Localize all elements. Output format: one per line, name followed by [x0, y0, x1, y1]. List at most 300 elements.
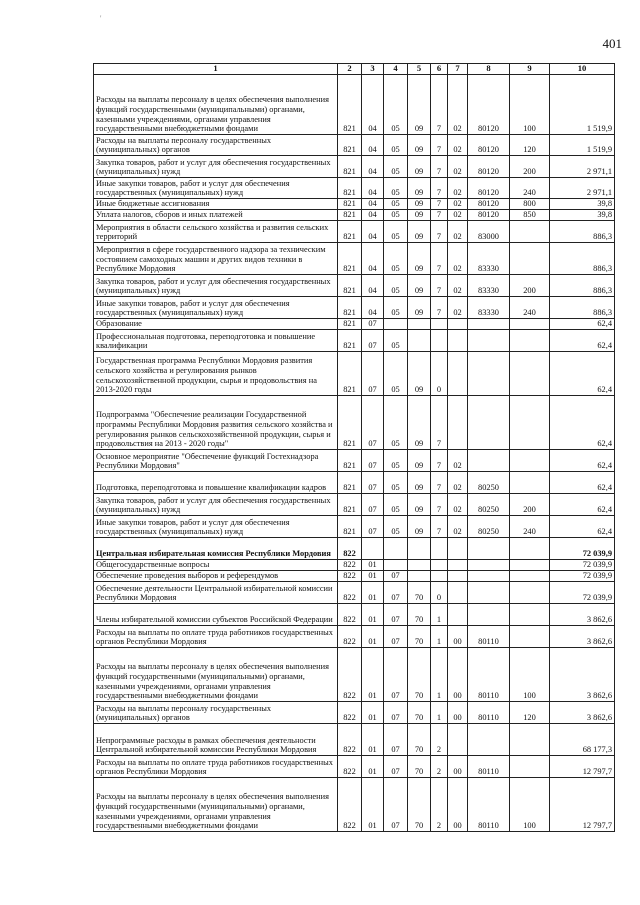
row-program	[408, 319, 431, 330]
row-ministry-code: 821	[338, 156, 362, 178]
row-program: 09	[408, 199, 431, 210]
row-direction: 80250	[468, 494, 510, 516]
row-section: 01	[362, 756, 384, 778]
row-expense-type	[510, 319, 550, 330]
row-direction: 80120	[468, 178, 510, 199]
row-subprogram: 7	[431, 297, 448, 319]
row-section: 01	[362, 571, 384, 582]
row-expense-type: 240	[510, 516, 550, 538]
row-program: 70	[408, 756, 431, 778]
row-description: Обеспечение деятельности Центральной избирательной комиссии Республики Мордовия	[94, 582, 338, 604]
row-direction: 80120	[468, 156, 510, 178]
column-header-7: 7	[448, 64, 468, 75]
row-description: Иные закупки товаров, работ и услуг для обеспечения государственных (муниципальных) нужд	[94, 297, 338, 319]
row-description: Расходы на выплаты персоналу государственных (муниципальных) органов	[94, 702, 338, 724]
row-subprogram: 7	[431, 135, 448, 156]
row-description: Профессиональная подготовка, переподготовка и повышение квалификации	[94, 330, 338, 352]
row-ministry-code: 821	[338, 210, 362, 221]
row-expense-type	[510, 352, 550, 396]
row-direction: 80110	[468, 626, 510, 648]
row-subprogram	[431, 319, 448, 330]
row-ministry-code: 822	[338, 571, 362, 582]
row-section: 01	[362, 724, 384, 756]
row-subprogram	[431, 330, 448, 352]
row-event	[448, 330, 468, 352]
row-subsection: 05	[384, 494, 408, 516]
row-event: 02	[448, 472, 468, 494]
row-section: 01	[362, 604, 384, 626]
row-subsection: 05	[384, 330, 408, 352]
row-expense-type	[510, 221, 550, 243]
table-row	[94, 275, 615, 297]
row-subprogram: 7	[431, 75, 448, 135]
row-section: 04	[362, 178, 384, 199]
row-program: 09	[408, 210, 431, 221]
row-direction	[468, 319, 510, 330]
row-amount: 2 971,1	[550, 156, 615, 178]
row-section: 07	[362, 396, 384, 450]
row-ministry-code: 821	[338, 450, 362, 472]
row-section: 01	[362, 648, 384, 702]
row-expense-type	[510, 472, 550, 494]
row-subprogram: 0	[431, 582, 448, 604]
row-description: Обеспечение проведения выборов и референдумов	[94, 571, 338, 582]
row-event	[448, 724, 468, 756]
row-section: 04	[362, 75, 384, 135]
table-row	[94, 648, 615, 702]
table-row	[94, 221, 615, 243]
row-description: Расходы на выплаты по оплате труда работников государственных органов Республики Мордовия	[94, 756, 338, 778]
row-subsection: 07	[384, 626, 408, 648]
row-program: 09	[408, 450, 431, 472]
row-ministry-code: 821	[338, 472, 362, 494]
row-ministry-code: 821	[338, 75, 362, 135]
row-program: 70	[408, 648, 431, 702]
row-event: 02	[448, 450, 468, 472]
row-expense-type	[510, 538, 550, 560]
row-program: 09	[408, 221, 431, 243]
row-subsection	[384, 560, 408, 571]
row-subsection: 05	[384, 221, 408, 243]
row-subprogram: 7	[431, 221, 448, 243]
row-amount: 1 519,9	[550, 135, 615, 156]
row-description: Закупка товаров, работ и услуг для обеспечения государственных (муниципальных) нужд	[94, 156, 338, 178]
row-ministry-code: 821	[338, 178, 362, 199]
row-amount: 886,3	[550, 297, 615, 319]
row-expense-type	[510, 450, 550, 472]
row-amount: 886,3	[550, 243, 615, 275]
row-amount: 12 797,7	[550, 778, 615, 832]
row-description: Основное мероприятие "Обеспечение функций Гостехнадзора Республики Мордовия"	[94, 450, 338, 472]
row-amount: 3 862,6	[550, 702, 615, 724]
row-direction: 80120	[468, 135, 510, 156]
row-description: Иные закупки товаров, работ и услуг для обеспечения государственных (муниципальных) нужд	[94, 516, 338, 538]
row-amount: 3 862,6	[550, 604, 615, 626]
table-row	[94, 756, 615, 778]
row-subprogram: 2	[431, 756, 448, 778]
row-subprogram: 7	[431, 516, 448, 538]
table-row	[94, 582, 615, 604]
page-number: 401	[602, 36, 622, 51]
row-amount: 3 862,6	[550, 626, 615, 648]
row-subprogram: 2	[431, 778, 448, 832]
column-header-10: 10	[550, 64, 615, 75]
row-direction: 80110	[468, 756, 510, 778]
row-direction: 83000	[468, 221, 510, 243]
row-amount: 39,8	[550, 199, 615, 210]
row-description: Расходы на выплаты по оплате труда работников государственных органов Республики Мордовия	[94, 626, 338, 648]
row-section: 04	[362, 297, 384, 319]
row-description: Закупка товаров, работ и услуг для обеспечения государственных (муниципальных) нужд	[94, 494, 338, 516]
row-expense-type	[510, 396, 550, 450]
row-program: 09	[408, 243, 431, 275]
row-program: 70	[408, 604, 431, 626]
row-subsection: 07	[384, 571, 408, 582]
row-description: Уплата налогов, сборов и иных платежей	[94, 210, 338, 221]
table-row	[94, 450, 615, 472]
table-row	[94, 178, 615, 199]
row-amount: 62,4	[550, 396, 615, 450]
row-direction: 80120	[468, 199, 510, 210]
row-section	[362, 538, 384, 560]
row-direction: 83330	[468, 297, 510, 319]
row-program: 70	[408, 724, 431, 756]
table-row	[94, 604, 615, 626]
row-direction: 80110	[468, 778, 510, 832]
row-expense-type	[510, 756, 550, 778]
row-expense-type: 120	[510, 135, 550, 156]
row-program	[408, 538, 431, 560]
row-direction	[468, 604, 510, 626]
row-subprogram: 7	[431, 178, 448, 199]
row-expense-type	[510, 330, 550, 352]
row-subsection	[384, 538, 408, 560]
row-subsection	[384, 319, 408, 330]
row-event: 02	[448, 275, 468, 297]
row-amount: 62,4	[550, 472, 615, 494]
row-ministry-code: 821	[338, 494, 362, 516]
row-direction	[468, 352, 510, 396]
row-subsection: 07	[384, 724, 408, 756]
row-subsection: 05	[384, 472, 408, 494]
row-description: Иные закупки товаров, работ и услуг для обеспечения государственных (муниципальных) нужд	[94, 178, 338, 199]
row-section: 07	[362, 352, 384, 396]
row-subsection: 07	[384, 702, 408, 724]
row-amount: 62,4	[550, 516, 615, 538]
row-program: 70	[408, 582, 431, 604]
row-ministry-code: 822	[338, 778, 362, 832]
row-program: 09	[408, 75, 431, 135]
row-program: 09	[408, 396, 431, 450]
row-program: 09	[408, 275, 431, 297]
row-expense-type: 850	[510, 210, 550, 221]
row-event	[448, 582, 468, 604]
row-section: 04	[362, 210, 384, 221]
row-description: Закупка товаров, работ и услуг для обеспечения государственных (муниципальных) нужд	[94, 275, 338, 297]
row-amount: 3 862,6	[550, 648, 615, 702]
row-direction	[468, 450, 510, 472]
row-ministry-code: 822	[338, 560, 362, 571]
row-subprogram: 7	[431, 275, 448, 297]
row-program	[408, 571, 431, 582]
row-event: 02	[448, 221, 468, 243]
row-ministry-code: 822	[338, 626, 362, 648]
row-program: 09	[408, 156, 431, 178]
row-program: 09	[408, 178, 431, 199]
row-section: 04	[362, 221, 384, 243]
row-program: 70	[408, 626, 431, 648]
row-amount: 62,4	[550, 352, 615, 396]
row-expense-type	[510, 571, 550, 582]
row-expense-type	[510, 560, 550, 571]
row-subsection: 05	[384, 450, 408, 472]
row-expense-type: 800	[510, 199, 550, 210]
table-row	[94, 135, 615, 156]
row-expense-type	[510, 626, 550, 648]
table-row	[94, 75, 615, 135]
row-expense-type: 240	[510, 178, 550, 199]
row-subprogram: 1	[431, 648, 448, 702]
row-ministry-code: 822	[338, 604, 362, 626]
row-subprogram: 7	[431, 494, 448, 516]
row-subsection: 05	[384, 156, 408, 178]
row-ministry-code: 821	[338, 135, 362, 156]
row-direction	[468, 582, 510, 604]
table-row	[94, 396, 615, 450]
column-header-2: 2	[338, 64, 362, 75]
table-body	[94, 75, 615, 832]
row-subsection: 05	[384, 243, 408, 275]
row-amount: 72 039,9	[550, 571, 615, 582]
row-event: 02	[448, 210, 468, 221]
row-ministry-code: 821	[338, 352, 362, 396]
row-direction	[468, 571, 510, 582]
row-event: 02	[448, 243, 468, 275]
row-description: Центральная избирательная комиссия Республики Мордовия	[94, 538, 338, 560]
row-subsection: 07	[384, 648, 408, 702]
row-expense-type	[510, 604, 550, 626]
row-amount: 886,3	[550, 275, 615, 297]
table-header-row	[94, 64, 615, 75]
row-event: 02	[448, 178, 468, 199]
row-event: 02	[448, 516, 468, 538]
row-direction: 80110	[468, 702, 510, 724]
row-subsection: 05	[384, 210, 408, 221]
row-expense-type: 200	[510, 275, 550, 297]
table-row	[94, 210, 615, 221]
table-row	[94, 560, 615, 571]
row-subsection: 05	[384, 516, 408, 538]
row-amount: 72 039,9	[550, 560, 615, 571]
row-section: 07	[362, 516, 384, 538]
row-amount: 62,4	[550, 494, 615, 516]
row-ministry-code: 822	[338, 582, 362, 604]
row-direction	[468, 330, 510, 352]
row-description: Расходы на выплаты персоналу в целях обеспечения выполнения функций государственными (муниципальными) органами, казенными учреждениями, органами управления государственными внебюджетными фондами	[94, 648, 338, 702]
row-ministry-code: 821	[338, 319, 362, 330]
row-description: Непрограммные расходы в рамках обеспечения деятельности Центральной избирательной комиссии Республики Мордовия	[94, 724, 338, 756]
row-subprogram: 7	[431, 156, 448, 178]
row-subprogram: 7	[431, 396, 448, 450]
row-amount: 72 039,9	[550, 582, 615, 604]
table-row	[94, 778, 615, 832]
row-section: 07	[362, 494, 384, 516]
row-subprogram: 2	[431, 724, 448, 756]
column-header-1: 1	[94, 64, 338, 75]
row-expense-type	[510, 243, 550, 275]
row-description: Мероприятия в сфере государственного надзора за техническим состоянием самоходных машин и других видов техники в Республике Мордовия	[94, 243, 338, 275]
row-description: Образование	[94, 319, 338, 330]
row-amount: 62,4	[550, 450, 615, 472]
row-section: 01	[362, 626, 384, 648]
row-event: 00	[448, 626, 468, 648]
row-description: Иные бюджетные ассигнования	[94, 199, 338, 210]
table-row	[94, 243, 615, 275]
row-section: 04	[362, 243, 384, 275]
row-event	[448, 538, 468, 560]
row-event	[448, 319, 468, 330]
row-program: 09	[408, 135, 431, 156]
row-section: 04	[362, 199, 384, 210]
row-direction	[468, 396, 510, 450]
row-subsection: 07	[384, 756, 408, 778]
row-direction: 83330	[468, 275, 510, 297]
row-program	[408, 560, 431, 571]
row-subprogram: 1	[431, 604, 448, 626]
row-section: 01	[362, 702, 384, 724]
row-amount: 2 971,1	[550, 178, 615, 199]
column-header-4: 4	[384, 64, 408, 75]
row-description: Расходы на выплаты персоналу в целях обеспечения выполнения функций государственными (муниципальными) органами, казенными учреждениями, органами управления государственными внебюджетными фондами	[94, 778, 338, 832]
row-description: Мероприятия в области сельского хозяйства и развития сельских территорий	[94, 221, 338, 243]
row-description: Члены избирательной комиссии субъектов Российской Федерации	[94, 604, 338, 626]
table-row	[94, 538, 615, 560]
row-expense-type: 100	[510, 75, 550, 135]
row-expense-type: 200	[510, 494, 550, 516]
row-subprogram	[431, 538, 448, 560]
row-program: 09	[408, 472, 431, 494]
row-section: 04	[362, 135, 384, 156]
row-program: 09	[408, 516, 431, 538]
row-ministry-code: 821	[338, 516, 362, 538]
row-event: 00	[448, 756, 468, 778]
table-row	[94, 702, 615, 724]
row-description: Подготовка, переподготовка и повышение квалификации кадров	[94, 472, 338, 494]
table-row	[94, 319, 615, 330]
row-section: 01	[362, 560, 384, 571]
budget-table	[93, 63, 615, 832]
row-program: 09	[408, 297, 431, 319]
row-expense-type: 200	[510, 156, 550, 178]
table-row	[94, 472, 615, 494]
table-row	[94, 352, 615, 396]
row-subsection: 05	[384, 396, 408, 450]
row-direction	[468, 538, 510, 560]
row-section: 01	[362, 778, 384, 832]
row-direction: 80120	[468, 210, 510, 221]
row-direction: 83330	[468, 243, 510, 275]
row-subsection: 07	[384, 582, 408, 604]
row-direction: 80110	[468, 648, 510, 702]
row-program: 70	[408, 702, 431, 724]
row-expense-type: 100	[510, 648, 550, 702]
table-row	[94, 156, 615, 178]
row-event: 02	[448, 156, 468, 178]
row-description: Общегосударственные вопросы	[94, 560, 338, 571]
row-ministry-code: 822	[338, 648, 362, 702]
row-subsection: 05	[384, 352, 408, 396]
column-header-6: 6	[431, 64, 448, 75]
column-header-5: 5	[408, 64, 431, 75]
row-ministry-code: 822	[338, 538, 362, 560]
row-ministry-code: 821	[338, 297, 362, 319]
row-section: 01	[362, 582, 384, 604]
row-amount: 68 177,3	[550, 724, 615, 756]
row-direction	[468, 560, 510, 571]
row-subprogram	[431, 560, 448, 571]
row-amount: 72 039,9	[550, 538, 615, 560]
row-event	[448, 560, 468, 571]
row-event: 02	[448, 494, 468, 516]
row-program: 70	[408, 778, 431, 832]
table-row	[94, 494, 615, 516]
row-direction: 80250	[468, 516, 510, 538]
row-event	[448, 604, 468, 626]
table-row	[94, 297, 615, 319]
table-row	[94, 571, 615, 582]
row-program: 09	[408, 494, 431, 516]
row-subprogram	[431, 571, 448, 582]
row-subprogram: 0	[431, 352, 448, 396]
row-subprogram: 7	[431, 210, 448, 221]
row-subprogram: 7	[431, 243, 448, 275]
row-section: 04	[362, 275, 384, 297]
row-subsection: 05	[384, 75, 408, 135]
column-header-3: 3	[362, 64, 384, 75]
row-program	[408, 330, 431, 352]
row-event: 00	[448, 702, 468, 724]
table-row	[94, 199, 615, 210]
row-subprogram: 7	[431, 199, 448, 210]
row-ministry-code: 821	[338, 275, 362, 297]
table-row	[94, 330, 615, 352]
row-ministry-code: 821	[338, 396, 362, 450]
row-subprogram: 7	[431, 450, 448, 472]
row-subsection: 05	[384, 135, 408, 156]
row-expense-type: 100	[510, 778, 550, 832]
row-subsection: 05	[384, 178, 408, 199]
row-ministry-code: 821	[338, 199, 362, 210]
table-row	[94, 626, 615, 648]
row-ministry-code: 822	[338, 724, 362, 756]
row-subsection: 05	[384, 199, 408, 210]
row-event: 00	[448, 648, 468, 702]
row-event	[448, 396, 468, 450]
row-amount: 39,8	[550, 210, 615, 221]
row-event: 00	[448, 778, 468, 832]
row-direction	[468, 724, 510, 756]
row-section: 07	[362, 319, 384, 330]
row-subsection: 05	[384, 275, 408, 297]
row-subprogram: 7	[431, 472, 448, 494]
row-subsection: 07	[384, 778, 408, 832]
row-ministry-code: 822	[338, 702, 362, 724]
row-amount: 12 797,7	[550, 756, 615, 778]
row-description: Подпрограмма "Обеспечение реализации Государственной программы Республики Мордовия развития сельского хозяйства и регулирования рынков сельскохозяйственной продукции, сырья и продовольствия на 2013 - 2020 годы"	[94, 396, 338, 450]
column-header-9: 9	[510, 64, 550, 75]
table-row	[94, 724, 615, 756]
column-header-8: 8	[468, 64, 510, 75]
